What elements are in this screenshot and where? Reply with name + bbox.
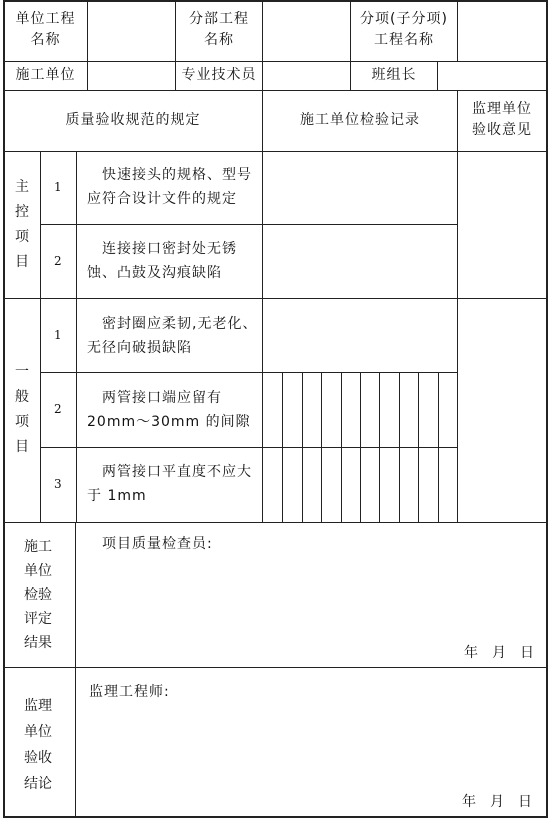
record-subcell[interactable] <box>419 448 437 521</box>
record-subcell[interactable] <box>361 373 379 446</box>
divider <box>40 151 41 522</box>
divider <box>3 667 548 668</box>
main-item-1-text-line2: 应符合设计文件的规定 <box>87 191 237 207</box>
construction-date-month: 月 <box>492 645 507 661</box>
supervision-result-field[interactable] <box>77 706 545 786</box>
division-value[interactable] <box>263 2 349 60</box>
general-item-2-text: 两管接口端应留有 <box>102 390 222 406</box>
general-item-1-record[interactable] <box>263 299 456 371</box>
subitem-value[interactable] <box>458 2 545 60</box>
general-item-2-text-line2: 20mm～30mm 的间隙 <box>87 414 251 430</box>
supervision-date-day: 日 <box>518 794 533 810</box>
subitem-label: 分项(子分项) <box>360 11 448 27</box>
record-subcell[interactable] <box>439 448 457 521</box>
construction-result-label: 施工 单位 检验 评定 结果 <box>24 539 52 651</box>
record-subcell[interactable] <box>283 373 301 446</box>
record-subcell[interactable] <box>322 448 340 521</box>
general-item-1-text-line2: 无径向破损缺陷 <box>87 340 192 356</box>
construction-date-day: 日 <box>520 645 535 661</box>
record-subcell[interactable] <box>361 448 379 521</box>
divider <box>3 522 548 523</box>
record-subcell[interactable] <box>264 448 282 521</box>
general-item-1-text: 密封圈应柔韧,无老化、 <box>102 316 258 332</box>
record-subcell[interactable] <box>303 373 321 446</box>
record-column-header: 施工单位检验记录 <box>300 112 420 128</box>
tech-staff-value[interactable] <box>263 62 349 90</box>
quality-inspector-label: 项目质量检查员: <box>102 536 213 552</box>
supervision-date-year: 年 <box>462 794 477 810</box>
unit-project-label: 单位工程 <box>15 11 76 27</box>
construction-date-year: 年 <box>464 645 479 661</box>
record-subcell[interactable] <box>283 448 301 521</box>
general-item-2-number: 2 <box>54 402 62 416</box>
record-subcell[interactable] <box>400 373 418 446</box>
record-subcell[interactable] <box>439 373 457 446</box>
general-items-group-label: 一 般 项 目 <box>15 364 29 455</box>
divider <box>75 522 76 818</box>
main-item-1-number: 1 <box>54 180 62 194</box>
main-item-1-text: 快速接头的规格、型号 <box>102 167 252 183</box>
supervision-result-label: 监理 单位 验收 结论 <box>24 698 52 792</box>
general-item-3-number: 3 <box>54 477 62 491</box>
supervision-column-header-line2: 验收意见 <box>472 122 532 138</box>
main-item-2-text: 连接接口密封处无锈 <box>102 241 237 257</box>
record-subcell[interactable] <box>322 373 340 446</box>
record-subcell[interactable] <box>419 373 437 446</box>
record-subcell[interactable] <box>380 448 398 521</box>
division-label-line2: 名称 <box>204 32 234 48</box>
tech-staff-label: 专业技术员 <box>181 67 257 83</box>
construction-unit-value[interactable] <box>88 62 174 90</box>
supervision-engineer-label: 监理工程师: <box>89 684 170 700</box>
record-subcell[interactable] <box>303 448 321 521</box>
supervision-column-header: 监理单位 <box>472 101 532 117</box>
record-subcell[interactable] <box>264 373 282 446</box>
construction-unit-label: 施工单位 <box>15 67 76 83</box>
construction-result-field[interactable] <box>77 560 545 640</box>
divider <box>76 151 77 522</box>
general-item-3-text-line2: 于 1mm <box>87 488 147 504</box>
border-bottom <box>3 816 548 818</box>
division-label: 分部工程 <box>189 11 249 27</box>
subitem-label-line2: 工程名称 <box>374 32 434 48</box>
general-item-3-text: 两管接口平直度不应大 <box>102 464 252 480</box>
team-leader-label: 班组长 <box>371 67 417 83</box>
border-right <box>546 0 548 818</box>
unit-project-label-line2: 名称 <box>30 32 61 48</box>
unit-project-value[interactable] <box>88 2 174 60</box>
main-items-group-label: 主 控 项 目 <box>15 179 29 270</box>
record-subcell[interactable] <box>342 448 360 521</box>
divider <box>3 90 548 91</box>
supervision-date-month: 月 <box>490 794 505 810</box>
record-subcell[interactable] <box>380 373 398 446</box>
general-item-1-number: 1 <box>54 328 62 342</box>
record-subcell[interactable] <box>342 373 360 446</box>
record-subcell[interactable] <box>400 448 418 521</box>
main-item-2-text-line2: 蚀、凸鼓及沟痕缺陷 <box>87 265 222 281</box>
main-item-1-record[interactable] <box>263 152 456 223</box>
spec-column-header: 质量验收规范的规定 <box>65 112 201 128</box>
general-items-supervision-opinion[interactable] <box>458 152 545 521</box>
main-item-2-record[interactable] <box>263 225 456 297</box>
team-leader-value[interactable] <box>438 62 545 90</box>
main-item-2-number: 2 <box>54 254 62 268</box>
